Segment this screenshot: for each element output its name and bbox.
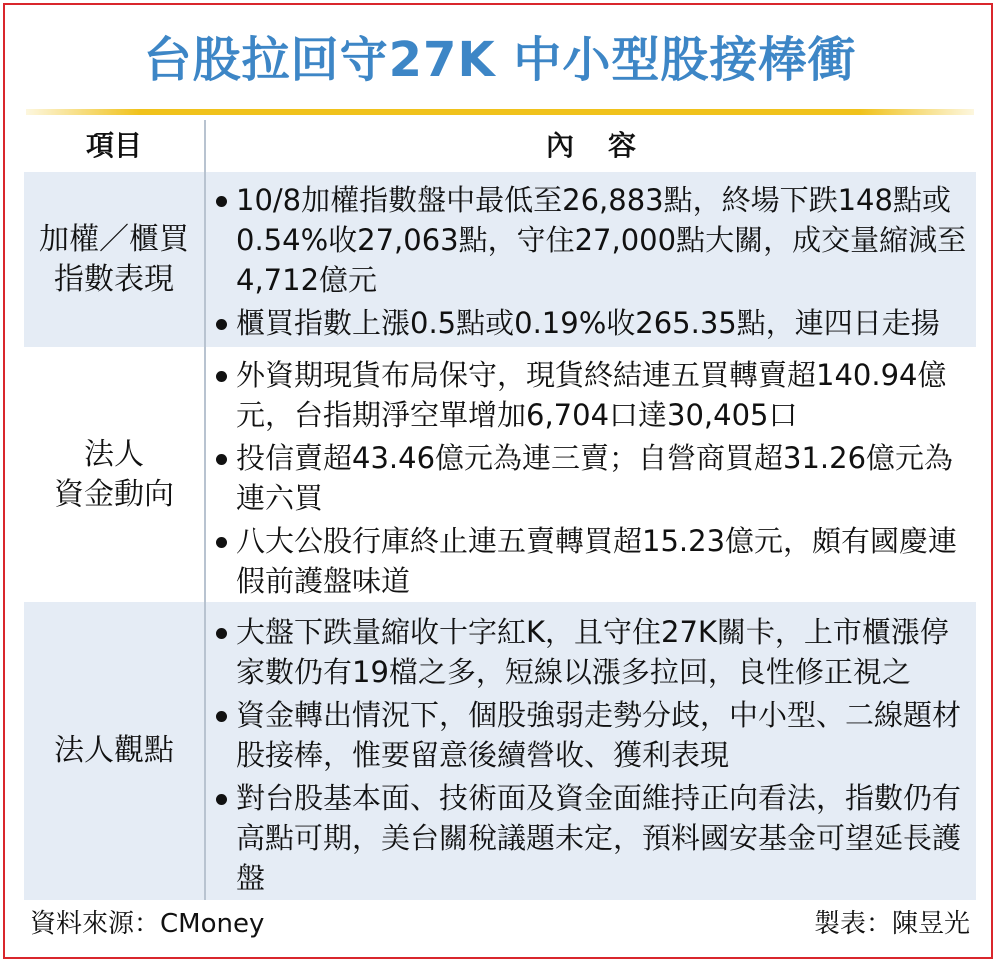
bullet-item: 八大公股行庫終止連五賣轉買超15.23億元，頗有國慶連假前護盤味道 — [214, 521, 974, 601]
row-label-line: 法人 — [84, 436, 144, 472]
credit-note: 製表：陳昱光 — [813, 909, 970, 939]
bullet-item: 櫃買指數上漲0.5點或0.19%收265.35點，連四日走揚 — [214, 303, 974, 343]
row-content — [214, 355, 974, 604]
row-content — [214, 180, 974, 346]
header-content: 內容 — [545, 129, 670, 162]
bullet-item: 10/8加權指數盤中最低至26,883點，終場下跌148點或0.54%收27,063點，守住27,000點大關，成交量縮減至4,712億元 — [214, 180, 974, 300]
title-divider — [26, 109, 974, 115]
row-content — [214, 612, 974, 901]
bullet-item: 資金轉出情況下，個股強弱走勢分歧，中小型、二線題材股接棒，惟要留意後續營收、獲利表現 — [214, 695, 974, 775]
row-label-line: 指數表現 — [54, 261, 174, 297]
row-index-performance — [24, 172, 976, 347]
row-label-line: 法人觀點 — [54, 733, 174, 768]
row-label-line: 加權／櫃買 — [39, 221, 189, 257]
bullet-item: 大盤下跌量縮收十字紅K，且守住27K關卡，上市櫃漲停家數仍有19檔之多，短線以漲多拉回，良性修正視之 — [214, 612, 974, 692]
row-label — [24, 602, 204, 900]
row-label — [24, 347, 204, 602]
row-institutional-flows — [24, 347, 976, 602]
row-label — [24, 172, 204, 347]
column-divider — [204, 120, 206, 900]
header-item: 項目 — [85, 129, 142, 162]
source-note: 資料來源：CMoney — [30, 909, 265, 939]
bullet-item: 投信賣超43.46億元為連三賣；自營商買超31.26億元為連六買 — [214, 438, 974, 518]
page-title: 台股拉回守27K 中小型股接棒衝 — [143, 32, 857, 88]
bullet-item: 對台股基本面、技術面及資金面維持正向看法，指數仍有高點可期，美台關稅議題未定，預料國安基金可望延長護盤 — [214, 778, 974, 898]
row-label-line: 資金動向 — [54, 476, 174, 512]
bullet-item: 外資期現貨布局保守，現貨終結連五買轉賣超140.94億元，台指期淨空單增加6,704口達30,405口 — [214, 355, 974, 435]
row-institutional-views — [24, 602, 976, 900]
